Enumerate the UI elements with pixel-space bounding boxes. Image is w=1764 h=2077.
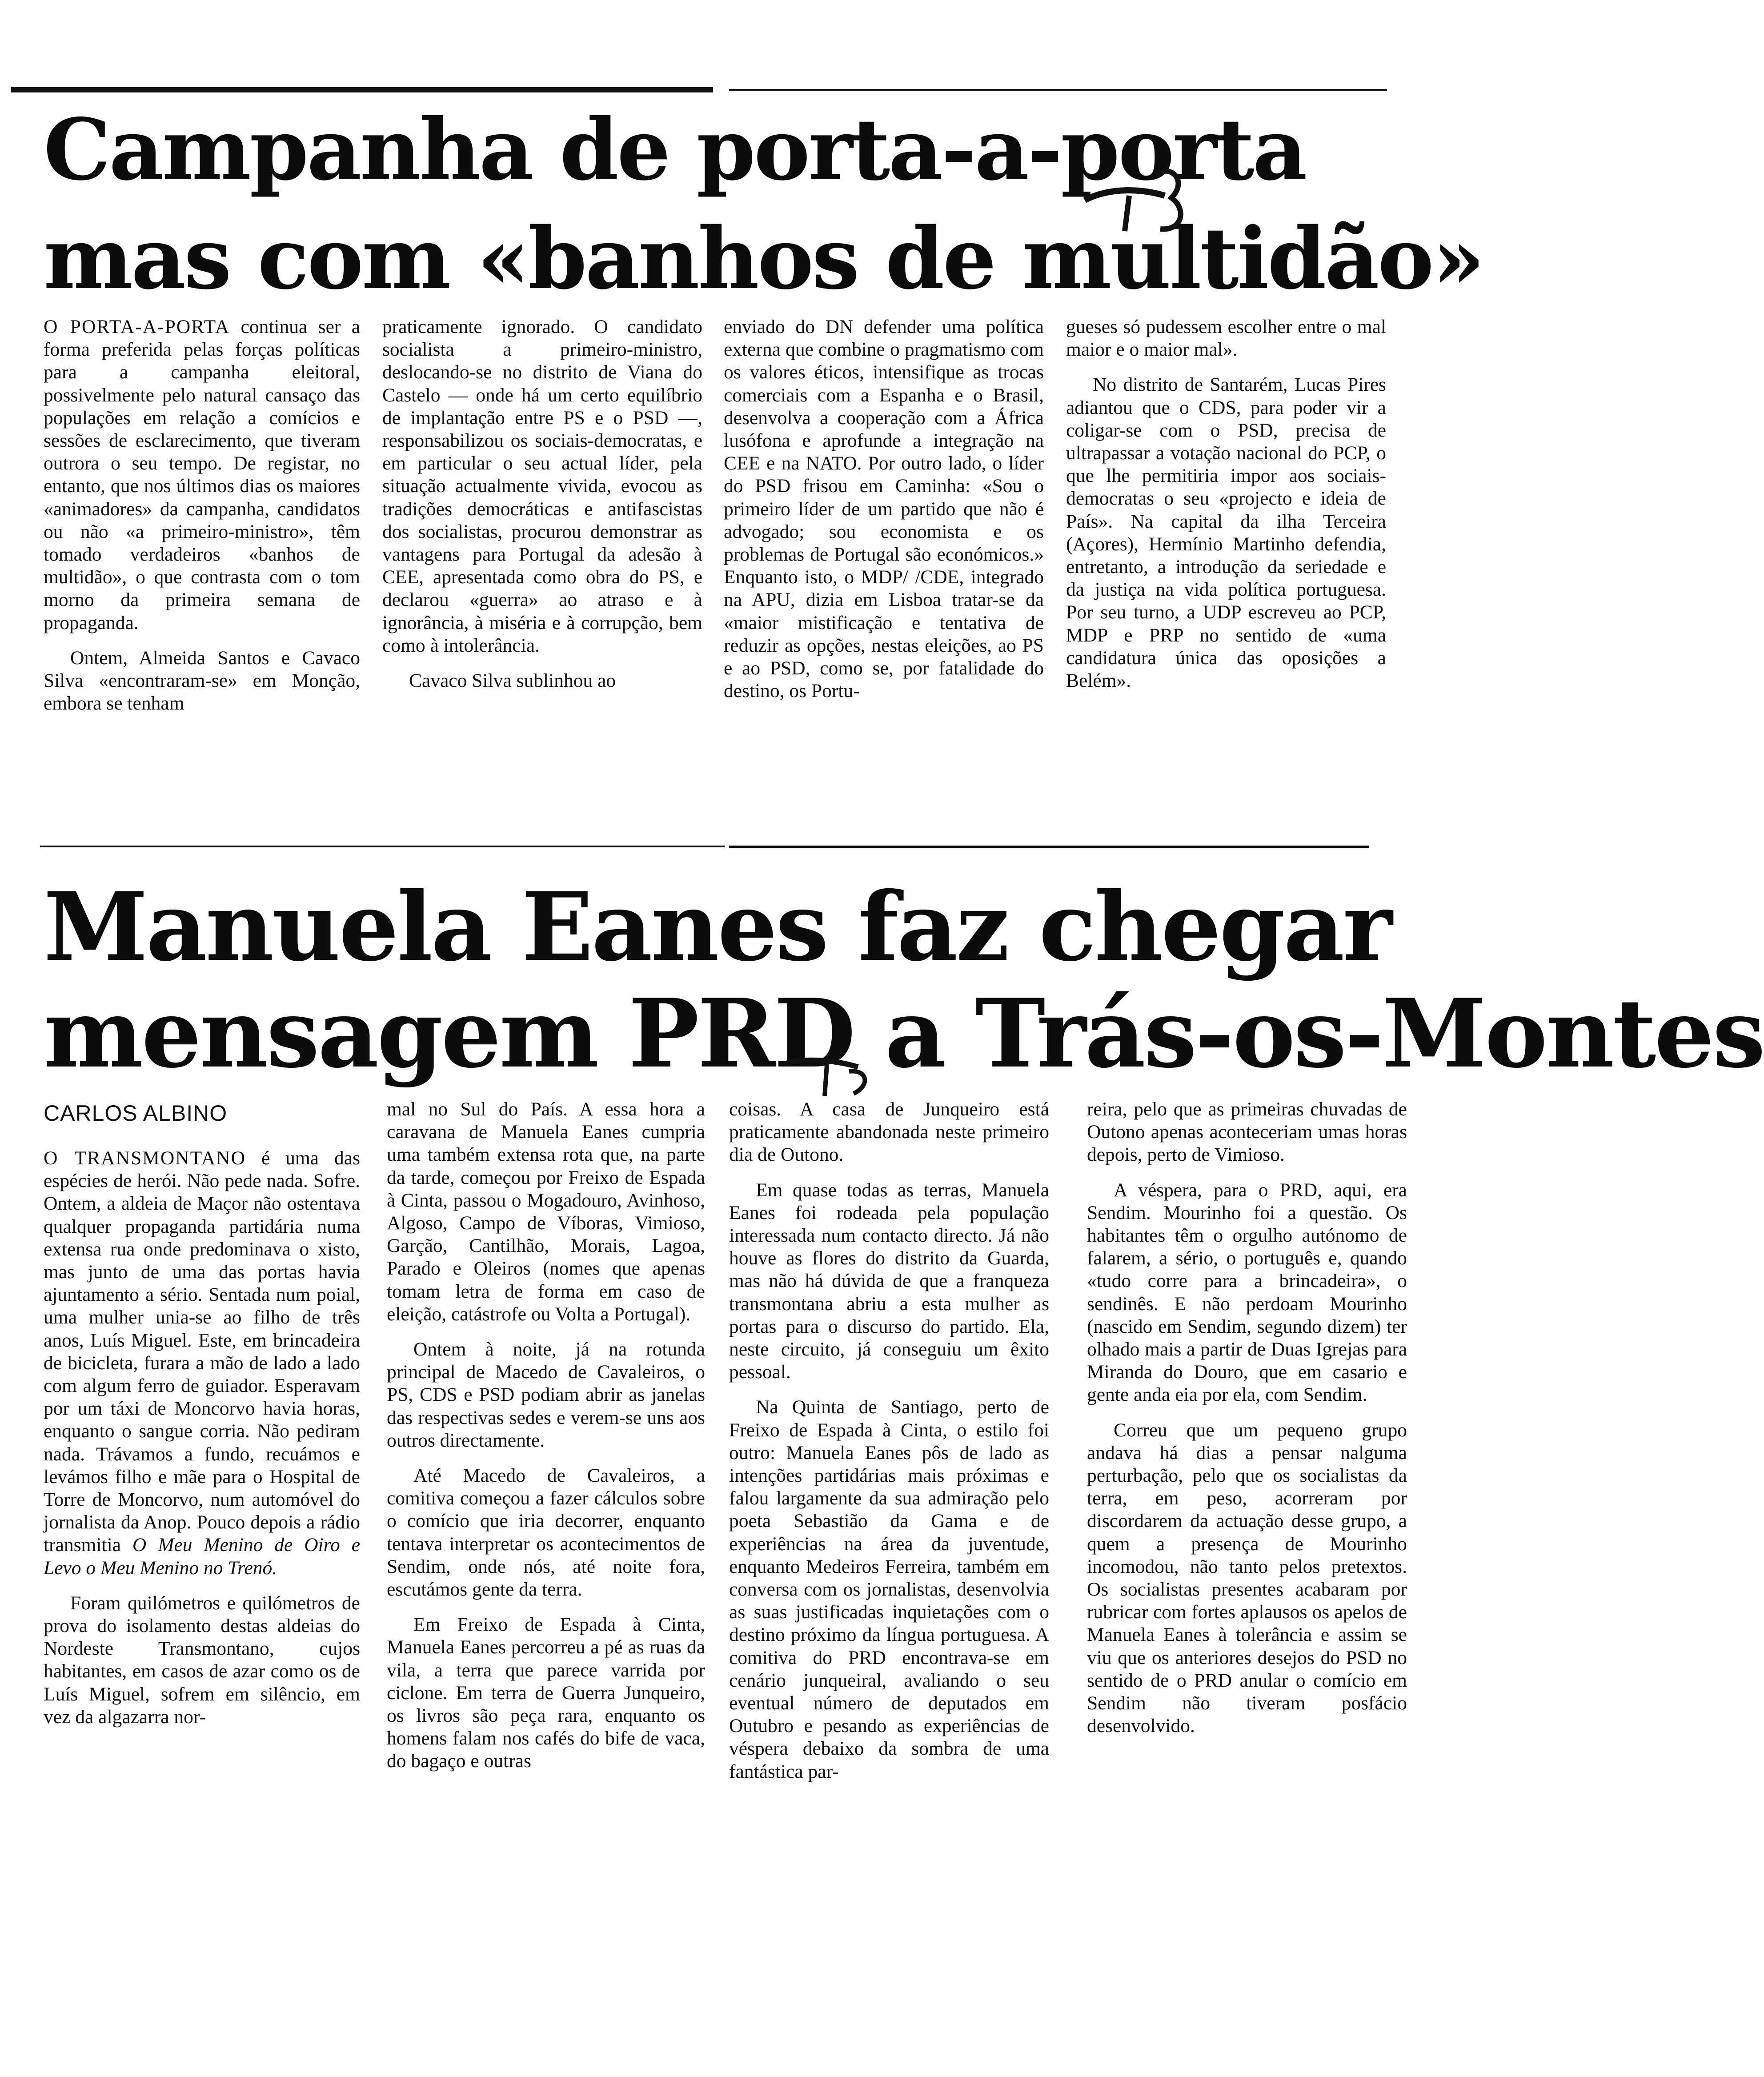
article1-col2-para1: praticamente ignorado. O candidato socialista a primeiro-ministro, deslocando-se no distrito de Viana do Castelo — onde há um certo equilíbrio de implantação entre PS e o PSD —, responsabilizou os sociais-democratas, e em particular o seu actual líder, pela situação actualmente vivida, evocou as tradições democráticas e antifascistas dos socialistas, procurou demonstrar as vantagens para Portugal da adesão à CEE, apresentada como obra do PS, e declarou «guerra» ao atraso e à ignorância, à miséria e à corrupção, bem como à intolerância. (382, 316, 702, 656)
article2-col3-para1: coisas. A casa de Junqueiro está praticamente abandonada neste primeiro dia de Outono. (729, 1099, 1049, 1166)
article2-col2-para1: mal no Sul do País. A essa hora a caravana de Manuela Eanes cumpria uma também extensa rota que, na parte da tarde, começou por Freixo de Espada à Cinta, passou o Mogadouro, Avinhoso, Algoso, Campo de Víboras, Vimioso, Garção, Cantilhão, Morais, Lagoa, Parado e Oleiros (nomes que apenas tomam letra de forma em caso de eleição, catástrofe ou Volta a Portugal). (387, 1099, 705, 1325)
section-divider-left (40, 846, 725, 847)
article2-col3-para3: Na Quinta de Santiago, perto de Freixo de Espada à Cinta, o estilo foi outro: Manuela Eanes pôs de lado as intenções partidárias mais próximas e falou largamente da sua admiração pelo poeta Sebastião da Gama e de experiências na área da juventude, enquanto Medeiros Ferreira, também em conversa com os jornalistas, desenvolvia as suas justificadas inquietações com o destino próximo da língua portuguesa. A comitiva do PRD encontrava-se em cenário junqueiral, avaliando o seu eventual número de deputados em Outubro e pesando as experiências de véspera debaixo da sombra de uma fantástica par- (729, 1396, 1049, 1782)
article2-column-4 (1087, 1098, 1407, 1737)
article1-lead-caps: O PORTA-A-PORTA (44, 316, 230, 337)
article2-col2-para2: Ontem à noite, já na rotunda principal de Macedo de Cavaleiros, o PS, CDS e PSD podiam abrir as janelas das respectivas sedes e verem-se uns aos outros directamente. (387, 1339, 705, 1451)
article1-column-2 (382, 316, 702, 692)
article1-col4-para1: gueses só pudessem escolher entre o mal maior e o maior mal». (1066, 316, 1386, 361)
article1-col3-para1: enviado do DN defender uma política externa que combine o pragmatismo com os valores éticos, intensifique as trocas comerciais com a Espanha e o Brasil, desenvolva a cooperação com a África lusófona e aprofunde a integração na CEE e na NATO. Por outro lado, o líder do PSD frisou em Caminha: «Sou o primeiro líder de um partido que não é advogado; sou economista e os problemas de Portugal são económicos.» Enquanto isto, o MDP/ /CDE, integrado na APU, dizia em Lisboa tratar-se da «maior mistificação e tentativa de reduzir as opções, nestas eleições, ao PS e ao PSD, como se, por fatalidade do destino, os Portu- (724, 316, 1044, 702)
article1-col1-text: continua ser a forma preferida pelas forças políticas para a campanha eleitoral, possivelmente pelo natural cansaço das populações em relação a comícios e sessões de esclarecimento, que tiveram outrora o seu tempo. De registar, no entanto, que nos últimos dias os maiores «animadores» da campanha, candidatos ou não «a primeiro-ministro», têm tomado verdadeiros «banhos de multidão», o que contrasta com o tom morno da primeira semana de propaganda. (44, 316, 361, 634)
article1-col2-para2: Cavaco Silva sublinhou ao (409, 670, 616, 692)
article2-headline-line1: Manuela Eanes faz chegar (44, 871, 1391, 982)
article2-col4-para2: A véspera, para o PRD, aqui, era Sendim. Mourinho foi a questão. Os habitantes têm o orgulho autónomo de falarem, a sério, o português e, quando «tudo corre para a brincadeira», o sendinês. E não perdoam Mourinho (nascido em Sendim, segundo dizem) ter olhado mais a partir de Duas Igrejas para Miranda do Douro, que em casario e gente anda eia por ela, com Sendim. (1087, 1179, 1407, 1406)
article1-headline-line1: Campanha de porta-a-porta (44, 100, 1306, 199)
article2-song-titles: O Meu Menino de Oiro e Levo o Meu Menino no Trenó. (44, 1534, 361, 1579)
article2-col1-text: é uma das espécies de herói. Não pede nada. Sofre. Ontem, a aldeia de Maçor não ostentava qualquer propaganda partidária numa extensa rua onde predominava o xisto, mas junto de uma das portas havia ajuntamento a sério. Sentada num poial, uma mulher unia-se ao filho de três anos, Luís Miguel. Este, em brincadeira de bicicleta, furara a mão de lado a lado com algum ferro de guiador. Esperavam por um táxi de Moncorvo havia horas, enquanto o sangue corria. Não pediram nada. Trávamos a fundo, recuámos e levámos filho e mãe para o Hospital de Torre de Moncorvo, num automóvel do jornalista da Anop. Pouco depois a rádio transmitia (44, 1147, 361, 1556)
article2-column-1 (44, 1147, 360, 1728)
article1-col1-para2: Ontem, Almeida Santos e Cavaco Silva «encontraram-se» em Monção, embora se tenham (44, 647, 360, 714)
article1-headline-line2: mas com «banhos de multidão» (44, 209, 1483, 308)
article2-column-3 (729, 1098, 1049, 1783)
pen-scribble-mark-2 (782, 1054, 880, 1103)
article2-col2-para4: Em Freixo de Espada à Cinta, Manuela Eanes percorreu a pé as ruas da vila, a terra que parece varrida por ciclone. Em terra de Guerra Junqueiro, os livros são peça rara, enquanto os homens falam nos cafés do bife de vaca, do bagaço e outras (387, 1614, 705, 1772)
article2-col4-para3: Correu que um pequeno grupo andava há dias a pensar nalguma perturbação, pelo que os socialistas da terra, em peso, acorreram por discordarem da actuação desse grupo, a quem a presença de Mourinho incomodou, não tanto pelos pretextos. Os socialistas presentes acabaram por rubricar com fortes aplausos os apelos de Manuela Eanes à tolerância e assim se viu que os anteriores desejos do PSD no sentido de o PRD anular o comício em Sendim não tiveram posfácio desenvolvido. (1087, 1419, 1407, 1737)
article2-col2-para3: Até Macedo de Cavaleiros, a comitiva começou a fazer cálculos sobre o comício que iria decorrer, enquanto tentava interpretar os acontecimentos de Sendim, onde nós, até noite fora, escutámos gente da terra. (387, 1465, 705, 1600)
article2-col4-para1: reira, pelo que as primeiras chuvadas de Outono apenas aconteceriam umas horas depois, perto de Vimioso. (1087, 1099, 1407, 1166)
article1-column-1 (44, 316, 360, 715)
article1-column-3 (724, 316, 1044, 702)
article1-col4-para2: No distrito de Santarém, Lucas Pires adiantou que o CDS, para poder vir a coligar-se com o PSD, precisa de ultrapassar a votação nacional do PCP, o que lhe permitiria impor aos sociais-democratas o seu «projecto e ideia de País». Na capital da ilha Terceira (Açores), Hermínio Martinho defendia, entretanto, a introdução da seriedade e da justiça na vida política portuguesa. Por seu turno, a UDP escreveu ao PCP, MDP e PRP no sentido de «uma candidatura única das oposições a Belém». (1066, 374, 1386, 692)
article2-headline-line2: mensagem PRD a Trás-os-Montes (44, 978, 1764, 1089)
article2-lead-caps: O TRANSMONTANO (44, 1147, 246, 1169)
article1-column-4 (1066, 316, 1386, 692)
pen-scribble-mark (1058, 147, 1200, 249)
article2-col3-para2: Em quase todas as terras, Manuela Eanes foi rodeada pela população interessada num contacto directo. Já não houve as flores do distrito da Guarda, mas não há dúvida de que a franqueza transmontana abriu a esta mulher as portas para o discurso do partido. Ela, neste circuito, já conseguiu um êxito pessoal. (729, 1179, 1049, 1383)
article2-byline: CARLOS ALBINO (44, 1101, 228, 1126)
top-rule-right (729, 89, 1387, 91)
article2-column-2 (387, 1098, 705, 1773)
top-rule (11, 87, 713, 92)
section-divider-right (729, 846, 1369, 848)
article2-col1-para2: Foram quilómetros e quilómetros de prova do isolamento destas aldeias do Nordeste Transmontano, cujos habitantes, em casos de azar como os de Luís Miguel, sofrem em silêncio, em vez da algazarra nor- (44, 1592, 360, 1728)
